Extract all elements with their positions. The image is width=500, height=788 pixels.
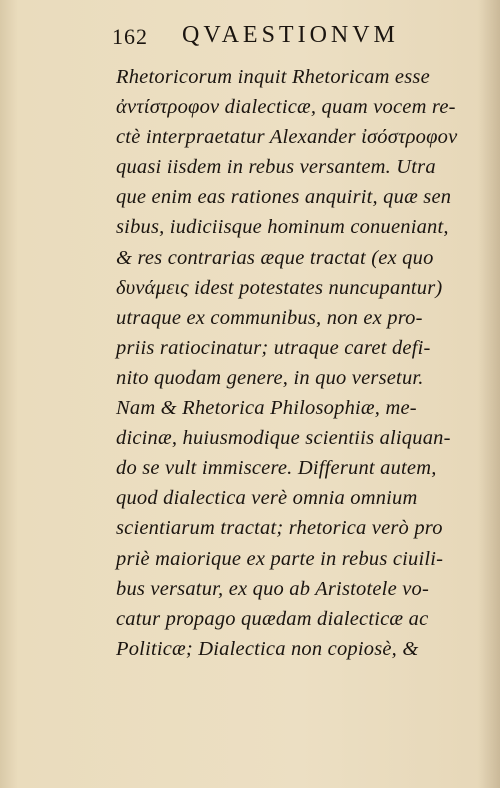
text-line: Nam & Rhetorica Philosophiæ, me-: [116, 397, 417, 420]
text-line: quod dialectica verè omnia omnium: [116, 487, 418, 510]
text-line: & res contrarias æque tractat (ex quo: [116, 246, 434, 269]
page-header: [112, 22, 442, 52]
page-number: 162: [112, 24, 148, 49]
text-line: δυνάμεις idest potestates nuncupantur): [116, 276, 443, 299]
text-line: scientiarum tractat; rhetorica verò pro: [116, 517, 443, 540]
text-line: do se vult immiscere. Differunt autem,: [116, 457, 437, 480]
text-line: Politicæ; Dialectica non copiosè, &: [116, 637, 419, 660]
text-line: priis ratiocinatur; utraque caret defi-: [116, 336, 431, 359]
text-line: nito quodam genere, in quo versetur.: [116, 366, 424, 389]
text-line: sibus, iudiciisque hominum conueniant,: [116, 216, 449, 239]
text-line: bus versatur, ex quo ab Aristotele vo-: [116, 577, 429, 600]
body-text: [116, 62, 476, 664]
running-title: QVAESTIONVM: [182, 22, 399, 48]
text-line: quasi iisdem in rebus versantem. Utra: [116, 156, 436, 179]
text-line: catur propago quædam dialecticæ ac: [116, 607, 429, 630]
text-line: priè maiorique ex parte in rebus ciuili-: [116, 547, 444, 570]
text-line: utraque ex communibus, non ex pro-: [116, 306, 423, 329]
text-line: Rhetoricorum inquit Rhetoricam esse: [116, 66, 430, 88]
text-line: ctè interpraetatur Alexander ἰσόστροφον: [116, 126, 458, 149]
text-line: dicinæ, huiusmodique scientiis aliquan-: [116, 427, 451, 450]
text-line: ἀντίστροφον dialecticæ, quam vocem re-: [116, 96, 456, 119]
text-line: que enim eas rationes anquirit, quæ sen: [116, 186, 452, 209]
page-gutter-shadow: [478, 0, 500, 788]
